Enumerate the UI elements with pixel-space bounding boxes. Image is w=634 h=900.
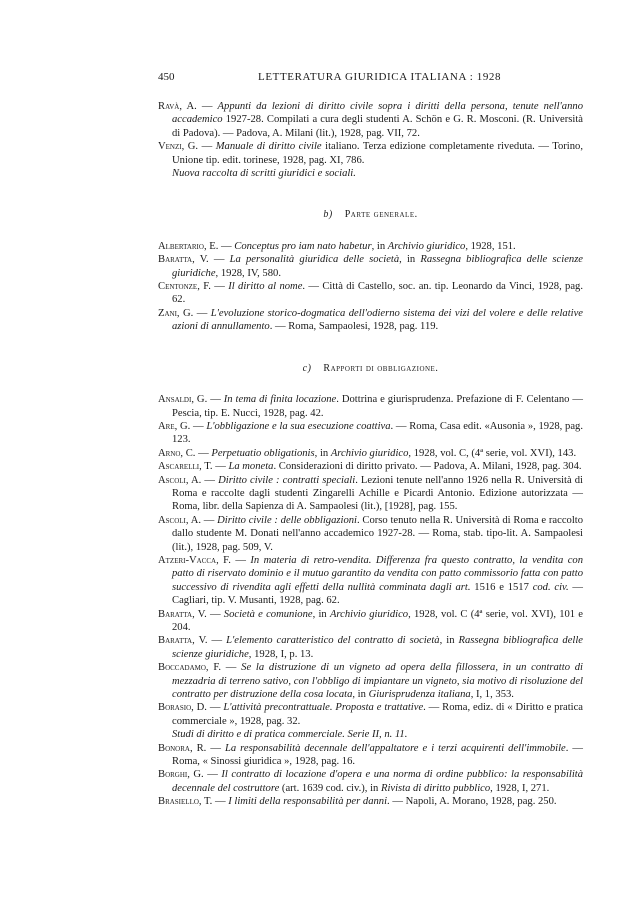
page-header: [158, 71, 583, 85]
entry-title-italic: L'evoluzione storico-dogmatica dell'odierno sistema dei vizi del volere e delle relative azioni di annullamento: [172, 307, 583, 333]
entry-author: Ascoli, A.: [158, 474, 202, 486]
entry-author: Borghi, G.: [158, 769, 204, 781]
entry-text: , in: [439, 635, 459, 647]
entry-text: , 1928, I, p. 13.: [248, 648, 314, 660]
bibliography-entry: [158, 768, 584, 795]
entries-continued: [158, 100, 583, 180]
entry-title-italic: In materia di retro-vendita. Differenza fra questo contratto, la vendita con patto di riservato dominio e il mutuo garantito da vendita con patto commissorio fatta con patto successivo di rivendita agli effetti della nullità comminata dagli art.: [172, 554, 584, 593]
bibliography-entry: [158, 100, 583, 140]
entry-text: , in: [312, 608, 330, 620]
entry-author: Bonora, R.: [158, 742, 207, 754]
entry-text: —: [221, 662, 242, 674]
entry-title-italic: Perpetuatio obligationis: [211, 447, 315, 459]
entry-text: —: [208, 254, 230, 266]
entry-text: — Cagliari, tip. V. Musanti, 1928, pag. 62.: [172, 581, 583, 607]
entry-author: Ascarelli, T.: [158, 461, 213, 473]
bibliography-entry: [158, 140, 583, 167]
entry-author: Ansaldi, G.: [158, 394, 208, 406]
entry-title-italic: Archivio giuridico: [329, 608, 409, 620]
entry-series-note: Studi di diritto e di pratica commerciale. Serie II, n. 11.: [172, 729, 408, 741]
bibliography-entry: [158, 460, 583, 473]
entry-author: Baratta, V.: [158, 254, 209, 266]
entry-author: Are, G.: [158, 420, 191, 432]
entry-author: Baratta, V.: [158, 635, 208, 647]
entry-series-note: Nuova raccolta di scritti giuridici e sociali.: [172, 168, 356, 180]
entry-title-italic: I limiti della responsabilità per danni: [228, 796, 388, 808]
entry-title-italic: Il contratto di locazione d'opera e una norma di ordine pubblico: la responsabilità decennale del costruttore: [172, 769, 584, 794]
section-label: b): [323, 209, 333, 221]
entry-text: , in: [371, 240, 388, 252]
entries-rapporti-obbligazione: [158, 393, 583, 809]
section-title: Rapporti di obbligazione.: [323, 362, 439, 374]
entry-text: . Lezioni tenute nell'anno 1926 nella R. Università di Roma e raccolte dagli studenti Zingarelli Achille e Picardi Antonio. Edizione autorizzata — Roma, libr. della Sapienza di A. Sampaolesi (lit.), [1928], pag. 155.: [172, 474, 583, 513]
entry-text: —: [193, 307, 211, 319]
entry-text: italiano. Terza edizione completamente riveduta. — Torino, Unione tip. edit. torinese, 1928, pag. XI, 786.: [172, 141, 583, 166]
entry-title-italic: Il diritto al nome: [228, 281, 303, 293]
bibliography-entry: [158, 514, 584, 554]
bibliography-entry: [158, 307, 583, 334]
entry-author: Venzi, G.: [158, 141, 199, 153]
entry-text: . Corso tenuto nella R. Università di Roma e raccolto dallo studente M. Donati nell'anno accademico 1927-28. — Roma, stab. tipo-lit. A. Sampaolesi (lit.), 1928, pag. 509, V.: [172, 514, 584, 553]
entry-author: Borasio, D.: [158, 702, 207, 714]
bibliography-entry: [158, 447, 583, 460]
entry-text: —: [230, 554, 251, 566]
entry-text: —: [207, 394, 224, 406]
entry-text: . — Napoli, A. Morano, 1928, pag. 250.: [387, 796, 557, 808]
bibliography-content: [158, 100, 583, 809]
entry-title-italic: Giurisprudenza italiana: [368, 689, 471, 701]
entry-author: Brasiello, T.: [158, 796, 213, 808]
entry-text: , 1928, 151.: [465, 240, 516, 252]
entry-text: —: [206, 608, 224, 620]
entry-title-italic: Diritto civile : delle obbligazioni: [217, 514, 357, 526]
entry-text: —: [210, 281, 229, 293]
entry-title-italic: La moneta: [228, 461, 274, 473]
bibliography-entry: [158, 253, 584, 280]
entry-text: —: [196, 101, 218, 112]
bibliography-entry: [158, 661, 583, 701]
entry-title-italic: Se la distruzione di un vigneto ad opera della fillossera, in un contratto di mezzadria di terreno sativo, con l'obbligo di impiantare un vigneto, sia motivo di risoluzione del contratto per distruzione della cosa locata: [172, 662, 583, 701]
entry-author: Ravà, A.: [158, 101, 197, 112]
entry-text: , 1928, vol. C (4ª serie, vol. XVI), 101 e 204.: [172, 608, 584, 633]
entry-text: . Considerazioni di diritto privato. — Padova, A. Milani, 1928, pag. 304.: [273, 461, 582, 473]
entry-author: Arno, C.: [158, 447, 196, 459]
bibliography-entry: [158, 393, 583, 420]
section-label: c): [302, 362, 312, 374]
bibliography-entry: [158, 240, 583, 253]
entry-title-italic: Rivista di diritto pubblico: [380, 782, 491, 794]
bibliography-entry: [158, 701, 583, 728]
entry-text: —: [198, 141, 216, 153]
entry-text: —: [201, 474, 219, 486]
entries-parte-generale: [158, 240, 583, 334]
section-heading-parte-generale: [158, 208, 583, 221]
entry-title-italic: Rassegna bibliografica delle scienze giuridiche: [172, 254, 584, 279]
entry-text: , 1928, vol. C, (4ª serie, vol. XVI), 143.: [408, 447, 577, 459]
bibliography-entry: [158, 420, 583, 447]
entry-title-italic: Manuale di diritto civile: [215, 141, 322, 153]
entry-title-italic: Conceptus pro iam nato habetur: [234, 240, 372, 252]
entry-text: —: [207, 635, 227, 647]
entry-text: 1927-28. Compilati a cura degli studenti A. Schön e G. R. Mosconi. (R. Università di Padova). — Padova, A. Milani (lit.), 1928, pag. VII, 72.: [172, 114, 583, 139]
entry-title-italic: Archivio giuridico: [330, 447, 409, 459]
entry-text: (art. 1639 cod. civ.), in: [279, 782, 381, 794]
bibliography-entry: [158, 608, 584, 635]
entry-text: . — Roma, Sampaolesi, 1928, pag. 119.: [269, 321, 439, 333]
entry-text: . — Roma, Casa edit. «Ausonia », 1928, pag. 123.: [172, 420, 583, 446]
entry-author: Atzeri-Vacca, F.: [158, 554, 231, 566]
entry-title-italic: cod. civ.: [532, 581, 569, 593]
entry-author: Centonze, F.: [158, 281, 211, 293]
running-title: LETTERATURA GIURIDICA ITALIANA : 1928: [258, 71, 502, 83]
section-heading-rapporti-obbligazione: [158, 362, 583, 375]
section-title: Parte generale.: [344, 209, 418, 221]
entry-text: —: [203, 769, 222, 781]
bibliography-entry: [158, 634, 584, 661]
bibliography-entry: [158, 795, 583, 808]
entry-text: . — Città di Castello, soc. an. tip. Leonardo da Vinci, 1928, pag. 62.: [172, 281, 584, 306]
entry-author: Boccadamo, F.: [158, 662, 222, 674]
entry-text: , I, 1, 353.: [470, 689, 514, 701]
entry-text: —: [206, 742, 225, 754]
entry-text: , in: [399, 254, 421, 266]
entry-author: Ascoli, A.: [158, 514, 201, 526]
entry-text: . Dottrina e giurisprudenza. Prefazione di F. Celentano — Pescia, tip. E. Nucci, 1928, pag. 42.: [172, 394, 583, 419]
entry-text: —: [206, 702, 224, 714]
entry-title-italic: Diritto civile : contratti speciali: [218, 474, 356, 486]
entry-text: . — Roma, « Sinossi giuridica », 1928, pag. 16.: [172, 742, 583, 768]
entry-title-italic: Società e comunione: [223, 608, 313, 620]
entry-text: 1516 e 1517: [470, 581, 533, 593]
entry-text: —: [212, 461, 229, 473]
entry-text: , in: [314, 447, 331, 459]
entry-author: Baratta, V.: [158, 608, 207, 620]
entry-title-italic: L'elemento caratteristico del contratto di società: [226, 635, 440, 647]
bibliography-entry: [158, 280, 584, 307]
entry-text: , 1928, I, 271.: [490, 782, 550, 794]
entry-title-italic: L'attività precontrattuale. Proposta e trattative: [223, 702, 424, 714]
page-number: 450: [158, 71, 175, 83]
entry-title-italic: L'obbligazione e la sua esecuzione coattiva: [206, 420, 391, 432]
entry-author: Albertario, E.: [158, 240, 219, 252]
entry-title-italic: La personalità giuridica delle società: [229, 254, 400, 266]
entry-text: . — Roma, ediz. di « Diritto e pratica commerciale », 1928, pag. 32.: [172, 702, 583, 727]
entry-title-italic: In tema di finita locazione: [223, 394, 337, 406]
entry-text: , 1928, IV, 580.: [215, 267, 281, 279]
bibliography-entry: [158, 742, 583, 769]
bibliography-entry: [158, 474, 583, 514]
entry-text: —: [201, 514, 218, 526]
entry-title-italic: Appunti da lezioni di diritto civile sopra i diritti della persona, tenute nell'anno accademico: [172, 101, 583, 126]
entry-title-italic: Rassegna bibliografica delle scienze giuridiche: [172, 635, 584, 660]
entry-text: —: [190, 420, 207, 432]
entry-text: —: [218, 240, 235, 252]
entry-text: —: [212, 796, 229, 808]
entry-author: Zani, G.: [158, 307, 194, 319]
entry-title-italic: Archivio giuridico: [387, 240, 466, 252]
entry-title-italic: La responsabilità decennale dell'appaltatore e i terzi acquirenti dell'immobile: [224, 742, 566, 754]
entry-text: , in: [352, 689, 369, 701]
bibliography-entry: [158, 554, 584, 608]
entry-text: —: [195, 447, 212, 459]
